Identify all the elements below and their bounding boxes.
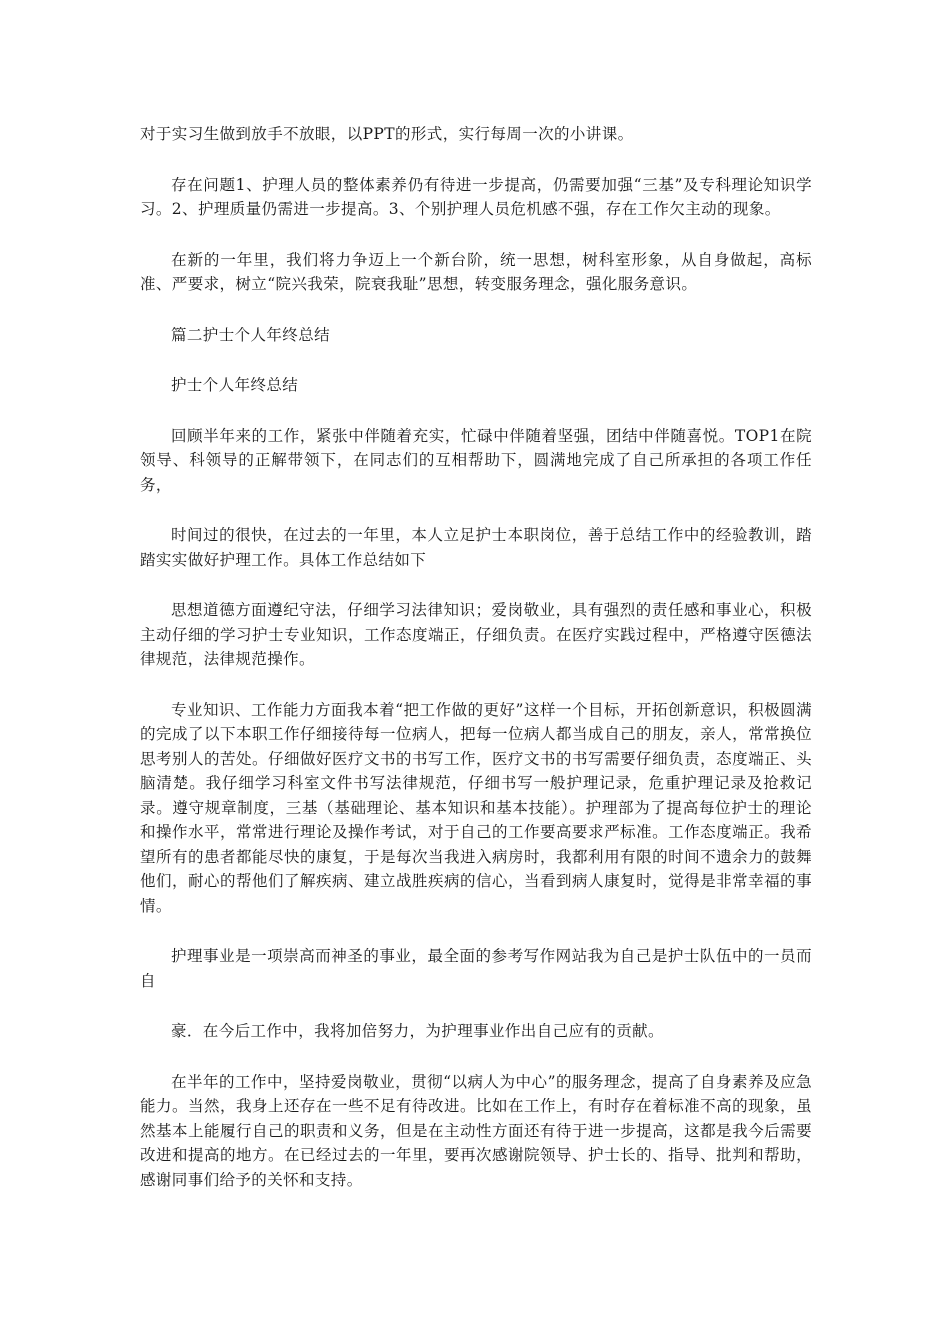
paragraph-pride: 豪．在今后工作中，我将加倍努力，为护理事业作出自己应有的贡献。 [171,1022,664,1040]
paragraph-problems: 存在问题1、护理人员的整体素养仍有待进一步提高，仍需要加强“三基”及专科理论知识学习。2、护理质量仍需进一步提高。3、个别护理人员危机感不强，存在工作欠主动的现象。 [140,175,812,218]
section-heading: 篇二护士个人年终总结 [171,325,331,344]
paragraph-time: 时间过的很快，在过去的一年里，本人立足护士本职岗位，善于总结工作中的经验教训，踏踏实实做好护理工作。具体工作总结如下 [140,526,812,569]
paragraph-summary: 在半年的工作中，坚持爱岗敬业，贯彻“以病人为中心”的服务理念，提高了自身素养及应急能力。当然，我身上还存在一些不足有待改进。比如在工作上，有时存在着标准不高的现象，虽然基本上能履行自己的职责和义务，但是在主动性方面还有待于进一步提高，这都是我今后需要改进和提高的地方。在已经过去的一年里，要再次感谢院领导、护士长的、指导、批判和帮助，感谢同事们给予的关怀和支持。 [140,1072,812,1189]
paragraph-new-year: 在新的一年里，我们将力争迈上一个新台阶，统一思想，树科室形象，从自身做起，高标准、严要求，树立“院兴我荣，院衰我耻”思想，转变服务理念，强化服务意识。 [140,250,812,293]
section-subtitle: 护士个人年终总结 [171,376,299,394]
paragraph-professional: 专业知识、工作能力方面我本着“把工作做的更好”这样一个目标，开拓创新意识，积极圆满的完成了以下本职工作仔细接待每一位病人，把每一位病人都当成自己的朋友，亲人，常常换位思考别人的苦处。仔细做好医疗文书的书写工作，医疗文书的书写需要仔细负责，态度端正、头脑清楚。我仔细学习科室文件书写法律规范，仔细书写一般护理记录，危重护理记录及抢救记录。遵守规章制度，三基（基础理论、基本知识和基本技能）。护理部为了提高每位护士的理论和操作水平，常常进行理论及操作考试，对于自己的工作要高要求严标准。工作态度端正。我希望所有的患者都能尽快的康复，于是每次当我进入病房时，我都利用有限的时间不遗余力的鼓舞他们，耐心的帮他们了解疾病、建立战胜疾病的信心，当看到病人康复时，觉得是非常幸福的事情。 [140,700,812,915]
paragraph-review: 回顾半年来的工作，紧张中伴随着充实，忙碌中伴随着坚强，团结中伴随喜悦。TOP1在院领导、科领导的正解带领下，在同志们的互相帮助下，圆满地完成了自己所承担的各项工作任务， [140,426,812,494]
paragraph-ethics: 思想道德方面遵纪守法，仔细学习法律知识；爱岗敬业，具有强烈的责任感和事业心，积极主动仔细的学习护士专业知识，工作态度端正，仔细负责。在医疗实践过程中，严格遵守医德法律规范，法律规范操作。 [140,601,812,668]
paragraph-intro: 对于实习生做到放手不放眼，以PPT的形式，实行每周一次的小讲课。 [140,125,634,143]
document-body [140,122,812,1218]
paragraph-nursing-career: 护理事业是一项崇高而神圣的事业，最全面的参考写作网站我为自己是护士队伍中的一员而自 [140,947,812,990]
